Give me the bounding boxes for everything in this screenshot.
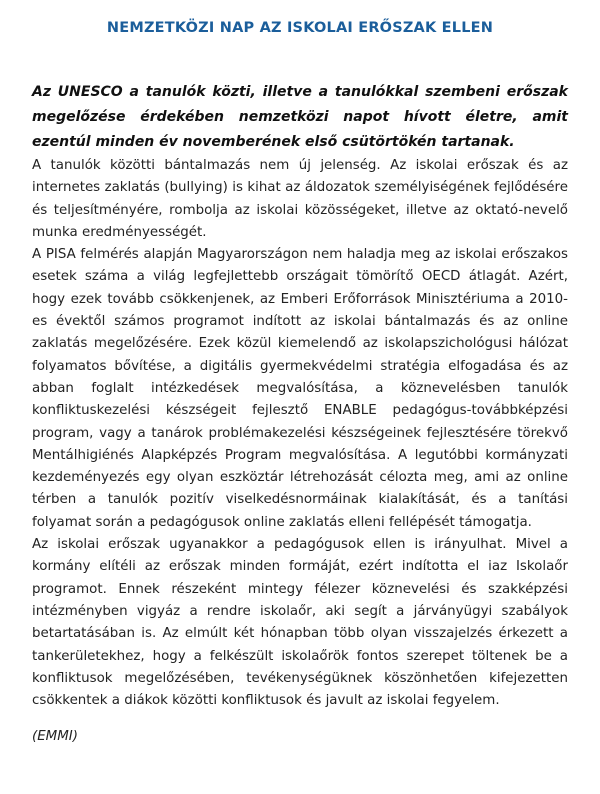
article bbox=[32, 0, 568, 748]
article-paragraph-3: Az iskolai erőszak ugyanakkor a pedagógusok ellen is irányulhat. Mivel a kormány elítéli az erőszak minden formáját, ezért indította el iaz Iskolaőr programot. Ennek részeként mintegy félezer köznevelési és szakképzési intézményben vigyáz a rendre iskolaőr, aki segít a járványügyi szabályok betartatásában is. Az elmúlt két hónapban több olyan visszajelzés érkezett a tankerületekhez, hogy a felkészült iskolaőrök fontos szerepet töltenek be a konfliktusok megelőzésében, tevékenységüknek köszönhetően kifejezetten csökkentek a diákok közötti konfliktusok és javult az iskolai fegyelem. bbox=[32, 537, 568, 709]
article-lead: Az UNESCO a tanulók közti, illetve a tanulókkal szembeni erőszak megelőzése érdekében nemzetközi napot hívott életre, amit ezentúl minden év novemberének első csütörtökén tartanak. bbox=[32, 84, 568, 150]
article-source: (EMMI) bbox=[32, 729, 78, 745]
article-paragraph-2: A PISA felmérés alapján Magyarországon nem haladja meg az iskolai erőszakos esetek száma a világ legfejlettebb országait tömörítő OECD átlagát. Azért, hogy ezek tovább csökkenjenek, az Emberi Erőforrások Minisztériuma a 2010-es évektől számos programot indított az iskolai bántalmazás és az online zaklatás megelőzésére. Ezek közül kiemelendő az iskolapszichológusi hálózat folyamatos bővítése, a digitális gyermekvédelmi stratégia elfogadása és az abban foglalt intézkedések megvalósítása, a köznevelésben tanulók konfliktuskezelési készségeit fejlesztő ENABLE pedagógus-továbbképzési program, vagy a tanárok problémakezelési készségeinek fejlesztésére törekvő Mentálhigiénés Alapképzés Program megvalósítása. A legutóbbi kormányzati kezdeményezés egy olyan eszköztár létrehozását célozta meg, ami az online térben a tanulók pozitív viselkedésnormáinak kialakítását, és a tanítási folyamat során a pedagógusok online zaklatás elleni fellépését támogatja. bbox=[32, 247, 568, 530]
article-title: NEMZETKÖZI NAP AZ ISKOLAI ERŐSZAK ELLEN bbox=[106, 20, 494, 36]
article-paragraph-1: A tanulók közötti bántalmazás nem új jelenség. Az iskolai erőszak és az internetes zaklatás (bullying) is kihat az áldozatok személyiségének fejlődésére és teljesítményére, rombolja az iskolai közösségeket, illetve az oktató-nevelő munka eredményességét. bbox=[32, 158, 568, 240]
